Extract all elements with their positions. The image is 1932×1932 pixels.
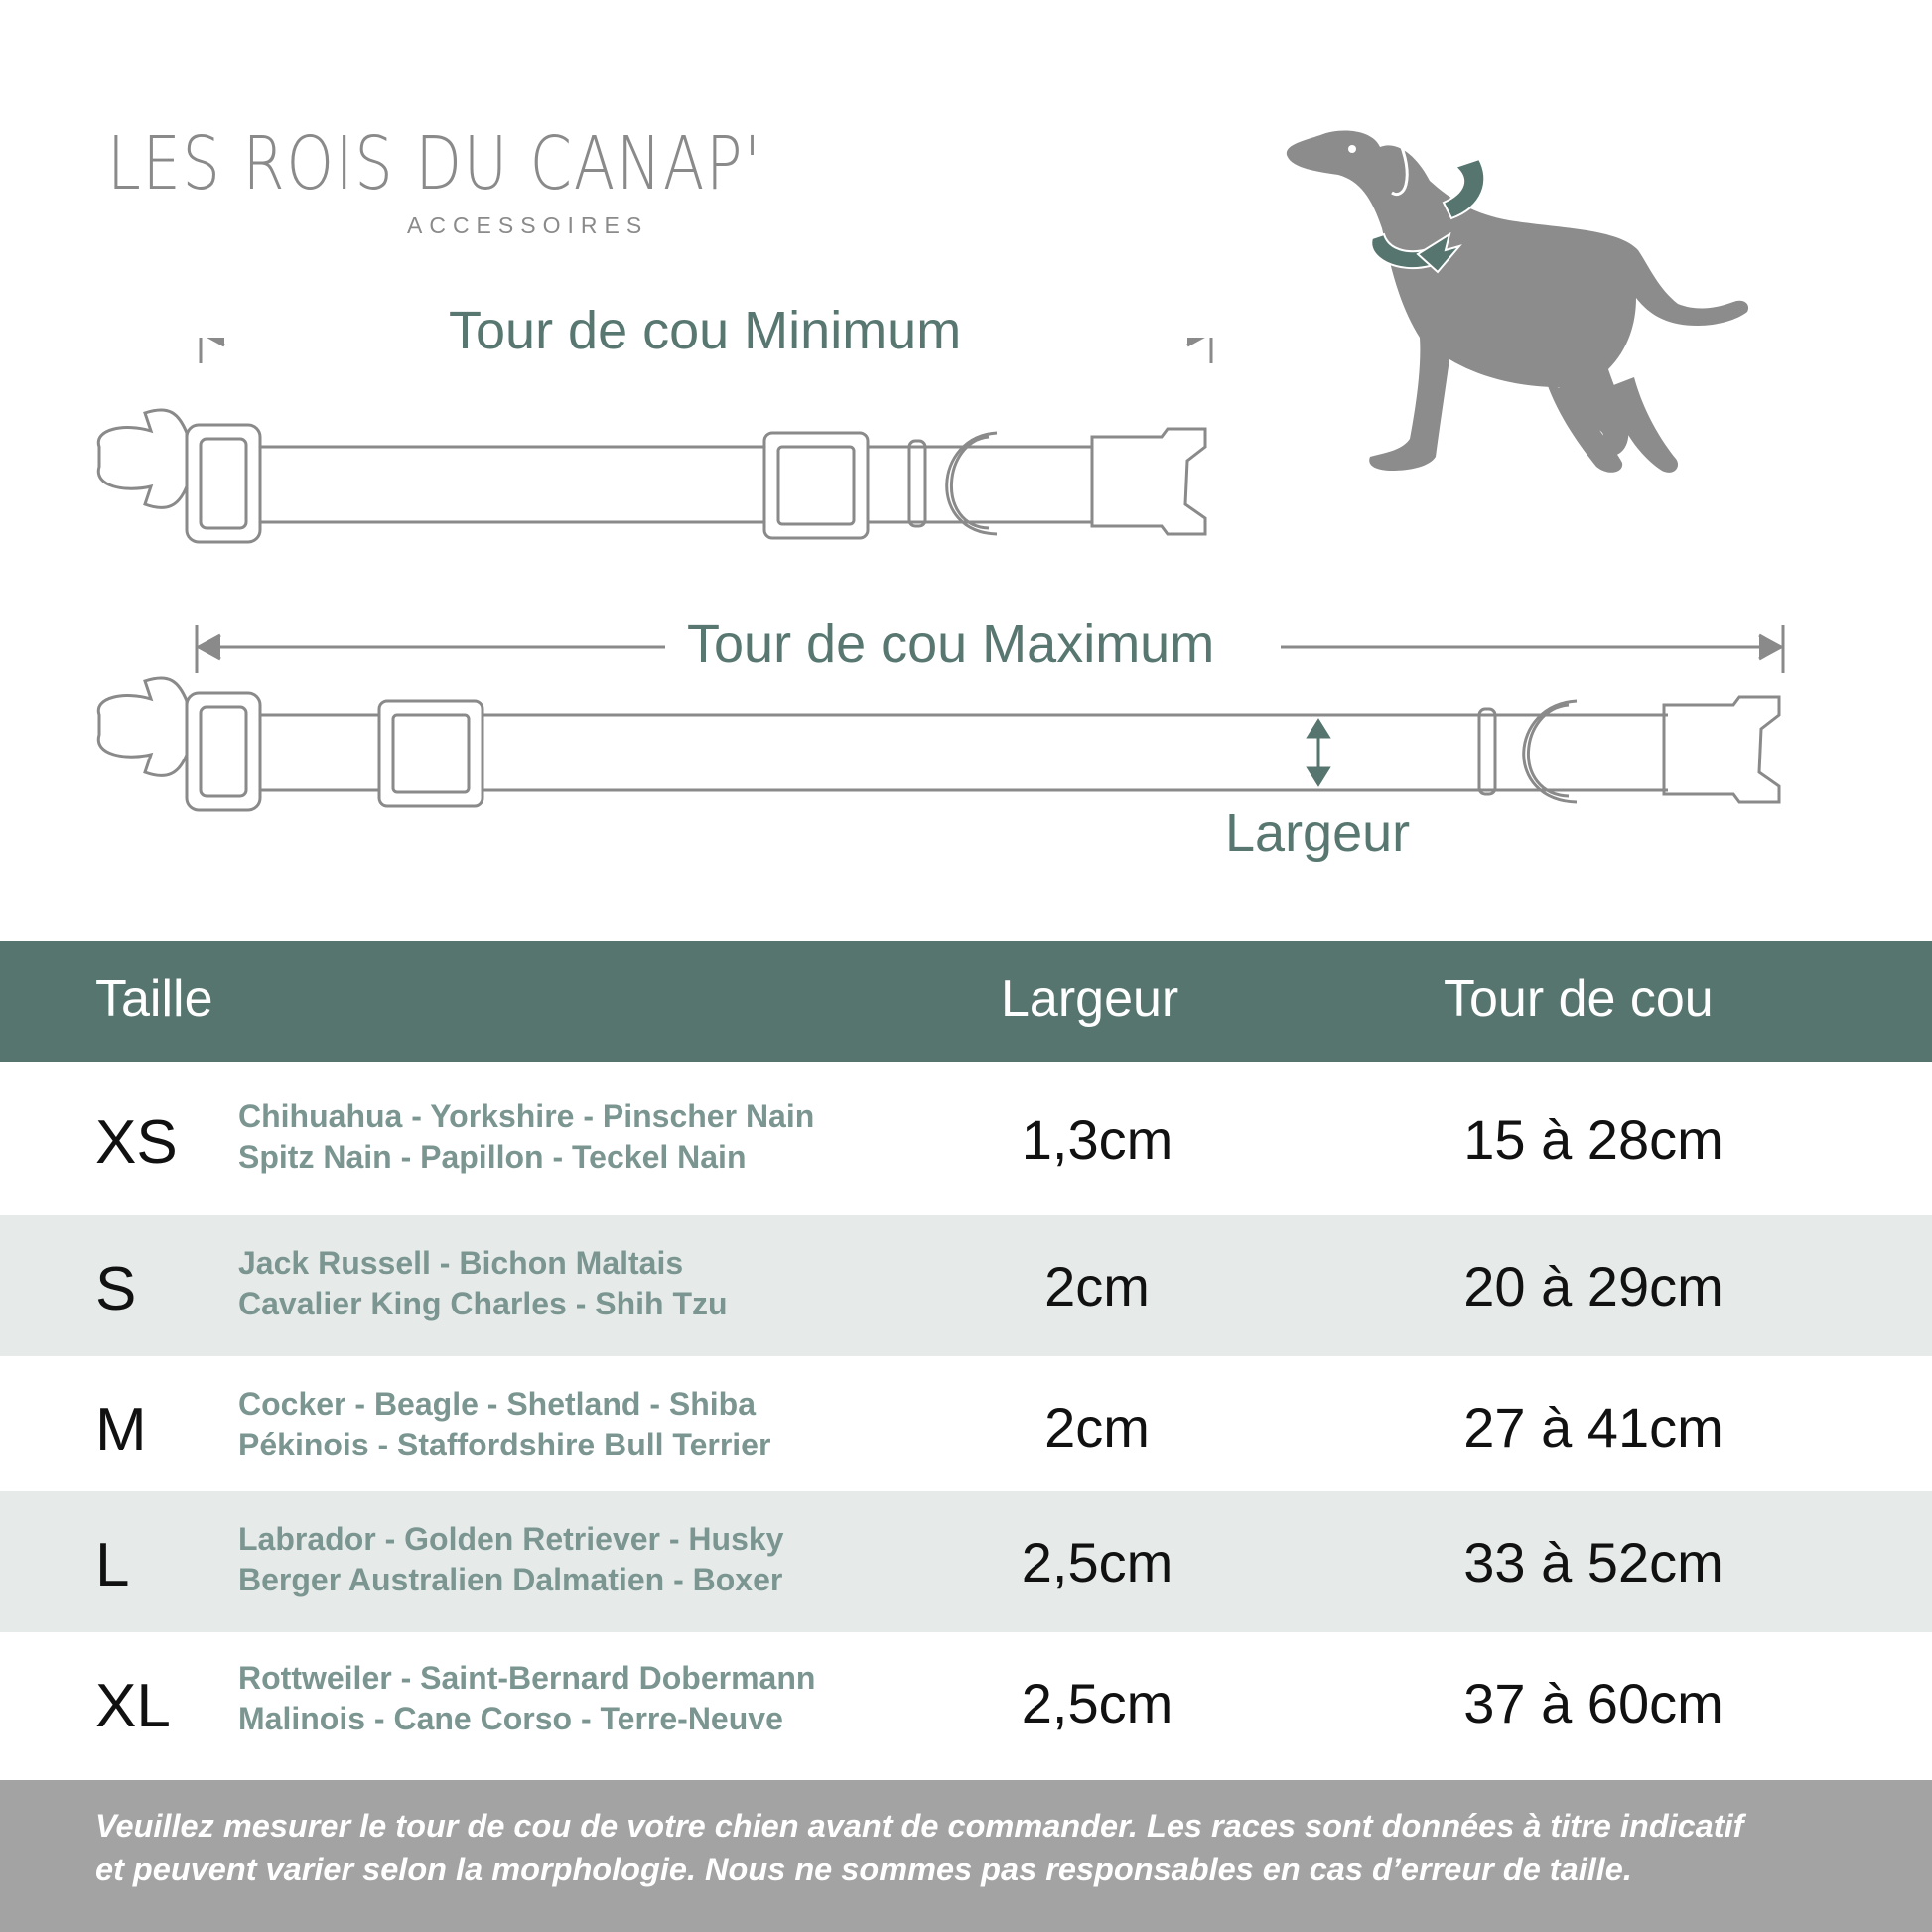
brand-logo [107, 121, 762, 238]
breeds-line: Berger Australien Dalmatien - Boxer [238, 1562, 783, 1597]
table-row [0, 1632, 1932, 1780]
table-row [0, 1356, 1932, 1491]
row-width: 2cm [1044, 1396, 1150, 1458]
disclaimer-line-1: Veuillez mesurer le tour de cou de votre chien avant de commander. Les races sont données à titre indicatif [95, 1808, 1744, 1844]
row-neck: 37 à 60cm [1463, 1672, 1724, 1734]
row-size: XL [95, 1672, 171, 1740]
row-breeds [238, 1096, 814, 1177]
row-neck: 20 à 29cm [1463, 1255, 1724, 1317]
row-size: M [95, 1396, 147, 1464]
breeds-line: Cocker - Beagle - Shetland - Shiba [238, 1386, 756, 1422]
table-row [0, 1215, 1932, 1356]
breeds-line: Labrador - Golden Retriever - Husky [238, 1521, 784, 1557]
brand-subtitle: ACCESSOIRES [407, 212, 649, 238]
row-breeds [238, 1384, 770, 1465]
min-neck-label: Tour de cou Minimum [435, 304, 975, 357]
row-size: L [95, 1531, 130, 1599]
table-row [0, 1062, 1932, 1215]
breeds-line: Rottweiler - Saint-Bernard Dobermann [238, 1660, 816, 1696]
width-label: Largeur [1211, 806, 1424, 860]
brand-name: LES ROIS DU CANAP' [107, 121, 762, 207]
header-size: Taille [95, 970, 213, 1028]
breeds-line: Malinois - Cane Corso - Terre-Neuve [238, 1701, 783, 1736]
header-width: Largeur [1001, 970, 1179, 1028]
header-neck: Tour de cou [1444, 970, 1714, 1028]
breeds-line: Spitz Nain - Papillon - Teckel Nain [238, 1139, 747, 1174]
disclaimer-text [95, 1804, 1882, 1891]
collar-drawing [89, 338, 1797, 874]
row-neck: 15 à 28cm [1463, 1108, 1724, 1171]
row-breeds [238, 1243, 728, 1324]
table-row [0, 1491, 1932, 1632]
breeds-line: Pékinois - Staffordshire Bull Terrier [238, 1427, 771, 1462]
table-header [0, 941, 1932, 1062]
row-neck: 33 à 52cm [1463, 1531, 1724, 1593]
breeds-line: Cavalier King Charles - Shih Tzu [238, 1286, 728, 1321]
row-width: 2,5cm [1021, 1531, 1173, 1593]
row-width: 1,3cm [1021, 1108, 1173, 1171]
breeds-line: Jack Russell - Bichon Maltais [238, 1245, 684, 1281]
row-neck: 27 à 41cm [1463, 1396, 1724, 1458]
row-breeds [238, 1519, 783, 1600]
row-size: XS [95, 1108, 178, 1176]
collar-diagram [89, 301, 1797, 874]
row-width: 2cm [1044, 1255, 1150, 1317]
breeds-line: Chihuahua - Yorkshire - Pinscher Nain [238, 1098, 815, 1134]
disclaimer-line-2: et peuvent varier selon la morphologie. Nous ne sommes pas responsables en cas d’erreur de taille. [95, 1852, 1632, 1887]
row-size: S [95, 1255, 137, 1323]
disclaimer-footer [0, 1780, 1932, 1932]
size-table [0, 1062, 1932, 1780]
row-width: 2,5cm [1021, 1672, 1173, 1734]
row-breeds [238, 1658, 815, 1739]
max-neck-label: Tour de cou Maximum [673, 618, 1228, 671]
